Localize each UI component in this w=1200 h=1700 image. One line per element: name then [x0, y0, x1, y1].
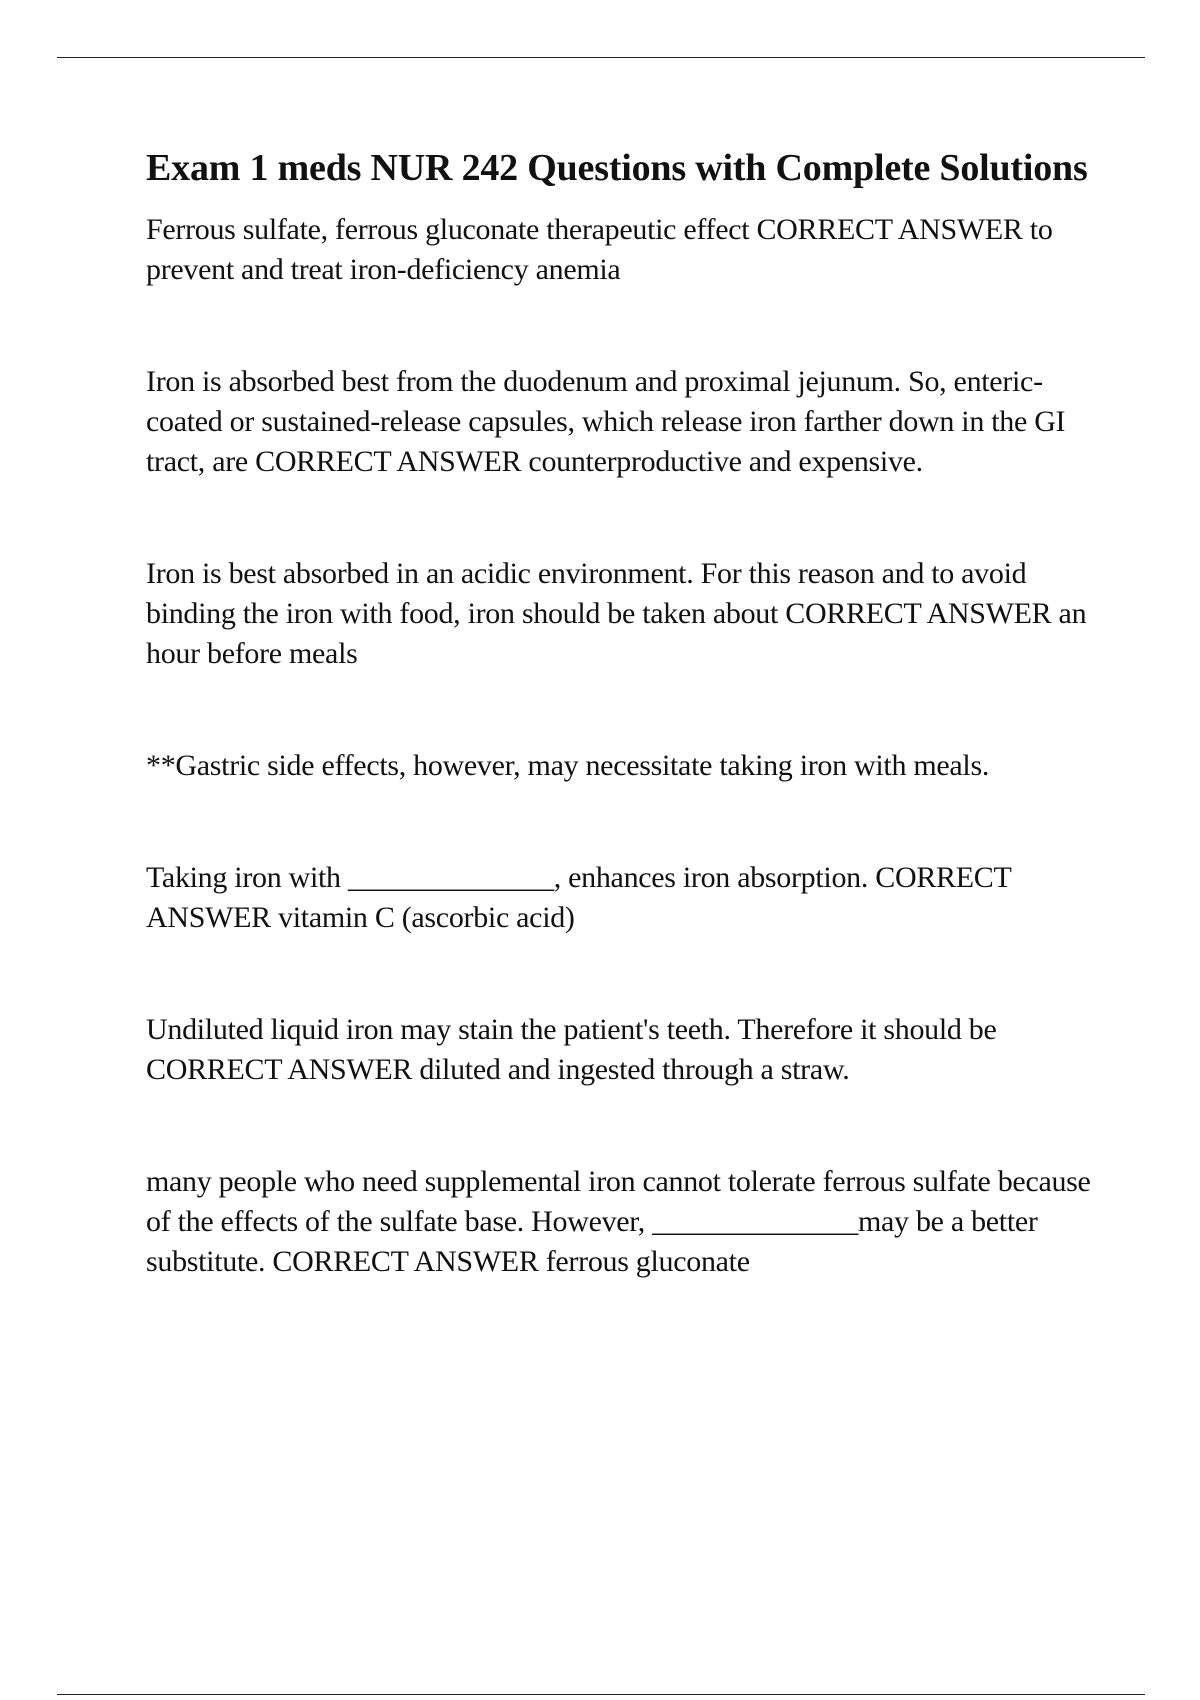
- header-rule: [57, 57, 1145, 58]
- document-body: [146, 144, 1101, 1282]
- qa-item: many people who need supplemental iron cannot tolerate ferrous sulfate because of the effects of the sulfate base. However, ______________may be a better substitute. CORRECT ANSWER ferrous gluconate: [146, 1165, 1091, 1278]
- qa-item: **Gastric side effects, however, may necessitate taking iron with meals.: [146, 749, 990, 782]
- qa-item: Iron is absorbed best from the duodenum and proximal jejunum. So, enteric-coated or sustained-release capsules, which release iron farther down in the GI tract, are CORRECT ANSWER counterproductive and expensive.: [146, 365, 1066, 478]
- qa-item: Iron is best absorbed in an acidic environment. For this reason and to avoid binding the iron with food, iron should be taken about CORRECT ANSWER an hour before meals: [146, 557, 1087, 670]
- qa-item: Taking iron with ______________, enhances iron absorption. CORRECT ANSWER vitamin C (ascorbic acid): [146, 861, 1011, 934]
- qa-item: Ferrous sulfate, ferrous gluconate therapeutic effect CORRECT ANSWER to prevent and treat iron-deficiency anemia: [146, 213, 1053, 286]
- document-title: Exam 1 meds NUR 242 Questions with Complete Solutions: [146, 147, 1088, 189]
- footer-rule: [57, 1694, 1145, 1695]
- qa-item: Undiluted liquid iron may stain the patient's teeth. Therefore it should be CORRECT ANSWER diluted and ingested through a straw.: [146, 1013, 997, 1086]
